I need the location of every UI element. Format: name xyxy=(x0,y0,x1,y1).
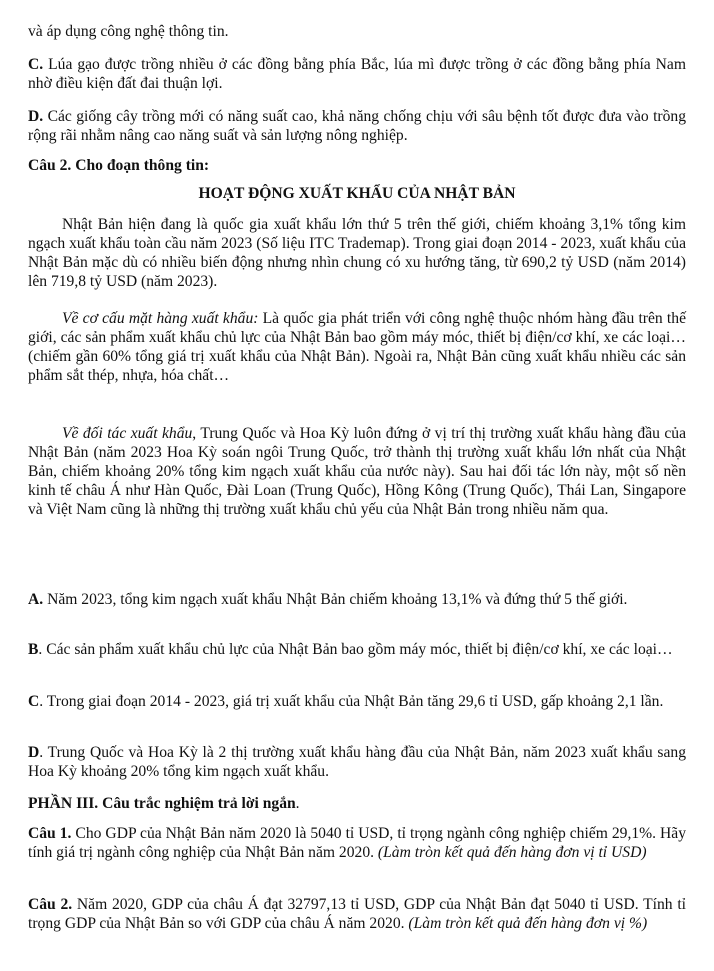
option-label: B xyxy=(28,641,39,658)
paragraph-body: Là quốc gia phát triển với công nghệ thuộc nhóm hàng đầu trên thế giới, các sản phẩm xuất khẩu chủ lực của Nhật Bản bao gồm máy móc, thiết bị điện/cơ khí, xe các loại… (chiếm gần 60% tổng giá trị xuất khẩu của Nhật Bản). Ngoài ra, Nhật Bản cũng xuất khẩu nhiều các sản phẩm sắt thép, nhựa, hóa chất… xyxy=(28,310,686,384)
paragraph-lead: Về cơ cấu mặt hàng xuất khẩu: xyxy=(62,310,259,327)
option-d-prev xyxy=(28,107,686,145)
question-heading: Câu 2. Cho đoạn thông tin: xyxy=(28,157,210,174)
option-text: . Trung Quốc và Hoa Kỳ là 2 thị trường xuất khẩu hàng đầu của Nhật Bản, năm 2023 xuất khẩu sang Hoa Kỳ khoảng 20% tổng kim ngạch xuất khẩu. xyxy=(28,744,686,780)
option-label: D xyxy=(28,744,40,761)
question-note: (Làm tròn kết quả đến hàng đơn vị %) xyxy=(408,915,648,932)
part-heading xyxy=(28,794,686,813)
option-a xyxy=(28,590,686,609)
option-text: Năm 2023, tổng kim ngạch xuất khẩu Nhật Bản chiếm khoảng 13,1% và đứng thứ 5 thế giới. xyxy=(43,591,628,608)
question-label: Câu 2. xyxy=(28,896,73,913)
short-question-1 xyxy=(28,824,686,862)
option-c xyxy=(28,692,686,711)
option-text: Lúa gạo được trồng nhiều ở các đồng bằng phía Bắc, lúa mì được trồng ở các đồng bằng phía Nam nhờ điều kiện đất đai thuận lợi. xyxy=(28,56,686,92)
question-label: Câu 1. xyxy=(28,825,72,842)
option-b xyxy=(28,640,686,659)
paragraph-body: , Trung Quốc và Hoa Kỳ luôn đứng ở vị trí thị trường xuất khẩu hàng đầu của Nhật Bản (năm 2023 Hoa Kỳ soán ngôi Trung Quốc, trở thành thị trường xuất khẩu lớn nhất của Nhật Bản, chiếm khoảng 20% tổng kim ngạch xuất khẩu của nước này). Sau hai đối tác lớn này, một số nền kinh tế châu Á như Hàn Quốc, Đài Loan (Trung Quốc), Hồng Kông (Trung Quốc), Thái Lan, Singapore và Việt Nam cũng là những thị trường xuất khẩu chủ yếu của Nhật Bản trong nhiều năm qua. xyxy=(28,425,686,518)
option-label: D. xyxy=(28,108,44,125)
short-question-2 xyxy=(28,895,686,933)
question-text: Năm 2020, GDP của châu Á đạt 32797,13 tỉ USD, GDP của Nhật Bản đạt 5040 tỉ USD. Tính tỉ trọng GDP của Nhật Bản so với GDP của châu Á năm 2020. xyxy=(28,896,687,932)
passage-paragraph xyxy=(28,309,686,385)
option-text: . Các sản phẩm xuất khẩu chủ lực của Nhật Bản bao gồm máy móc, thiết bị điện/cơ khí, xe các loại… xyxy=(38,641,673,658)
option-label: C xyxy=(28,693,40,710)
passage-title: HOẠT ĐỘNG XUẤT KHẨU CỦA NHẬT BẢN xyxy=(198,185,516,202)
passage-paragraph xyxy=(28,424,686,519)
option-text: Các giống cây trồng mới có năng suất cao, khả năng chống chịu với sâu bệnh tốt được đưa vào trồng rộng rãi nhằm nâng cao năng suất và sản lượng nông nghiệp. xyxy=(28,108,686,144)
option-c-prev xyxy=(28,55,686,93)
text-line: và áp dụng công nghệ thông tin. xyxy=(28,23,229,40)
passage-paragraph: Nhật Bản hiện đang là quốc gia xuất khẩu lớn thứ 5 trên thế giới, chiếm khoảng 3,1% tổng kim ngạch xuất khẩu toàn cầu năm 2023 (Số liệu ITC Trademap). Trong giai đoạn 2014 - 2023, xuất khẩu của Nhật Bản mặc dù có nhiều biến động nhưng nhìn chung có xu hướng tăng, từ 690,2 tỷ USD (năm 2014) lên 719,8 tỷ USD (năm 2023). xyxy=(28,216,686,290)
option-d xyxy=(28,743,686,781)
option-label: A. xyxy=(28,591,44,608)
part-heading-dot: . xyxy=(295,795,300,812)
question-note: (Làm tròn kết quả đến hàng đơn vị tỉ USD) xyxy=(377,844,647,861)
option-label: C. xyxy=(28,56,44,73)
question-text: Cho GDP của Nhật Bản năm 2020 là 5040 tỉ USD, tỉ trọng ngành công nghiệp chiếm 29,1%. Hãy tính giá trị ngành công nghiệp của Nhật Bản năm 2020. xyxy=(28,825,687,861)
part-heading-text: PHẦN III. Câu trắc nghiệm trả lời ngắn xyxy=(28,795,296,812)
option-text: . Trong giai đoạn 2014 - 2023, giá trị xuất khẩu của Nhật Bản tăng 29,6 tỉ USD, gấp khoảng 2,1 lần. xyxy=(39,693,664,710)
paragraph-lead: Về đối tác xuất khẩu xyxy=(62,425,193,442)
